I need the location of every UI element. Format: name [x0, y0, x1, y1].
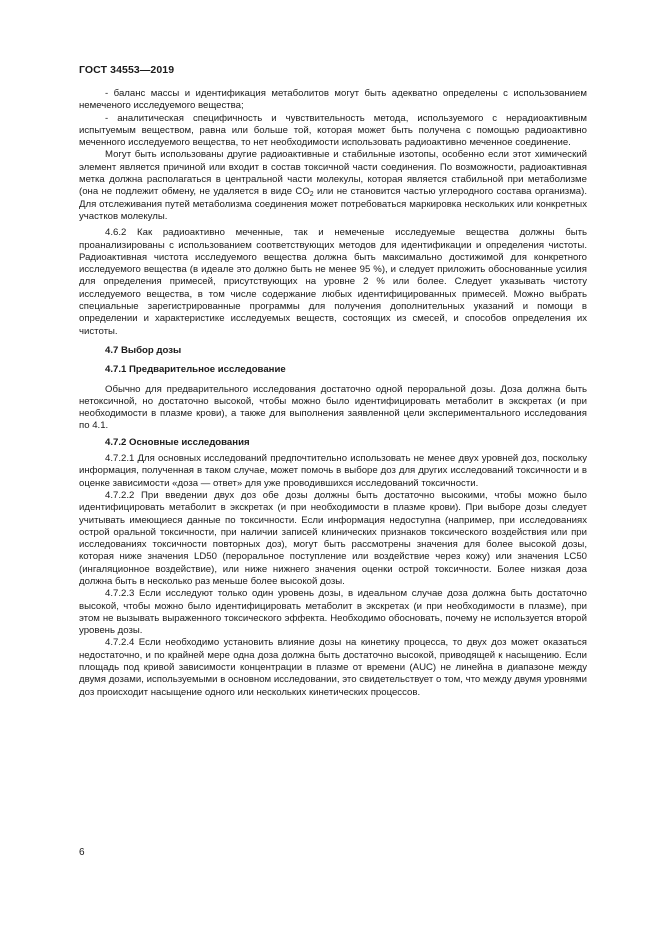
- document-body: [79, 88, 587, 699]
- paragraph-isotopes: [79, 149, 587, 223]
- paragraph-analytical-specificity: - аналитическая специфичность и чувствительность метода, используемого с нерадиоактивным испытуемым веществом, равна или больше той, которая может быть получена с помощью радиоактивно меченного исследуемого вещества, то нет необходимости использовать радиоактивно меченное соединение.: [79, 112, 587, 149]
- paragraph-4-7-2-1: 4.7.2.1 Для основных исследований предпочтительно использовать не менее двух уровней доз, поскольку информация, полученная в таком случае, может помочь в выборе доз для других исследований токсичности и в оценке зависимости «доза — ответ» для уже проводившихся исследований токсичности.: [79, 453, 587, 489]
- section-heading-4-7-2: 4.7.2 Основные исследования: [105, 436, 250, 448]
- paragraph-4-7-2-3: 4.7.2.3 Если исследуют только один уровень дозы, в идеальном случае доза должна быть достаточно высокой, чтобы можно было идентифицировать метаболит в экскретах (и при необходимости в плазме), при этом не вызывать выраженного токсического эффекта. Необходимо обосновать, почему не используется второй уровень дозы.: [79, 588, 587, 637]
- paragraph-mass-balance: - баланс массы и идентификация метаболитов могут быть адекватно определены с использованием немеченого исследуемого вещества;: [79, 88, 587, 112]
- paragraph-isotopes-part1: Могут быть использованы другие радиоактивные и стабильные изотопы, особенно если этот химический элемент является причиной или входит в состав токсичной части соединения. По возможности, радиоактивная метка должна располагаться в центральной части молекулы, которая является стабильной при метаболизме (она не подлежит обмену, не удаляется в виде CO: [79, 149, 587, 198]
- co2-subscript: 2: [309, 191, 314, 199]
- paragraph-4-6-2: 4.6.2 Как радиоактивно меченные, так и немеченые исследуемые вещества должны быть проанализированы с использованием соответствующих методов для идентификации и определения чистоты. Радиоактивная чистота исследуемого вещества должна быть максимально достижимой для конкретного исследуемого вещества (в идеале это должно быть не менее 95 %), и следует приложить обоснованные усилия для определения примесей, присутствующих на уровне 2 % или более. Следует указывать чистоту исследуемого вещества, в том числе содержание любых идентифицированных примесей. Можно выбрать специальные зарегистрированные программы для получения дополнительных указаний и помощи в определении и характеристике исследуемых веществ, состоящих из смесей, и способов определения их чистоты.: [79, 227, 587, 337]
- document-header: ГОСТ 34553—2019: [79, 64, 175, 76]
- section-heading-4-7-1: 4.7.1 Предварительное исследование: [105, 364, 286, 376]
- paragraph-isotopes-part2: или не становится частью углеродного состава организма). Для отслеживания путей метаболизма соединения может потребоваться маркировка нескольких или конкретных участков молекулы.: [79, 186, 587, 222]
- paragraph-preliminary-study: Обычно для предварительного исследования достаточно одной пероральной дозы. Доза должна быть нетоксичной, но достаточно высокой, чтобы можно было идентифицировать метаболит в экскретах (и при необходимости в плазме крови), а также для выполнения заявленной цели экспериментального исследования по 4.1.: [79, 383, 587, 432]
- section-heading-4-7: 4.7 Выбор дозы: [105, 344, 182, 356]
- page-number: 6: [79, 847, 85, 858]
- paragraph-4-7-2-2: 4.7.2.2 При введении двух доз обе дозы должны быть достаточно высокими, чтобы можно было идентифицировать метаболит в экскретах (и при необходимости в плазме крови). При выборе дозы следует учитывать имеющиеся данные по токсичности. Если информация недоступна (например, при исследованиях острой оральной токсичности, при наличии записей клинических признаков токсического воздействия или при исследованиях токсичности повторных доз), могут быть рассмотрены значения для более высокой дозы, которая ниже значения LD50 (пероральное поступление или воздействие через кожу) или значения LC50 (ингаляционное воздействие), или ниже нижнего значения оценки острой токсичности. Более низкая доза должна быть в несколько раз меньше более высокой дозы.: [79, 489, 587, 587]
- paragraph-4-7-2-4: 4.7.2.4 Если необходимо установить влияние дозы на кинетику процесса, то двух доз может оказаться недостаточно, и по крайней мере одна доза должна быть достаточно высокой, приводящей к насыщению. Если площадь под кривой зависимости концентрации в плазме от времени (AUC) не линейна в диапазоне между двумя дозами, используемыми в основном исследовании, это свидетельствует о том, что между двумя уровнями доз происходит насыщение одного или нескольких кинетических процессов.: [79, 637, 587, 698]
